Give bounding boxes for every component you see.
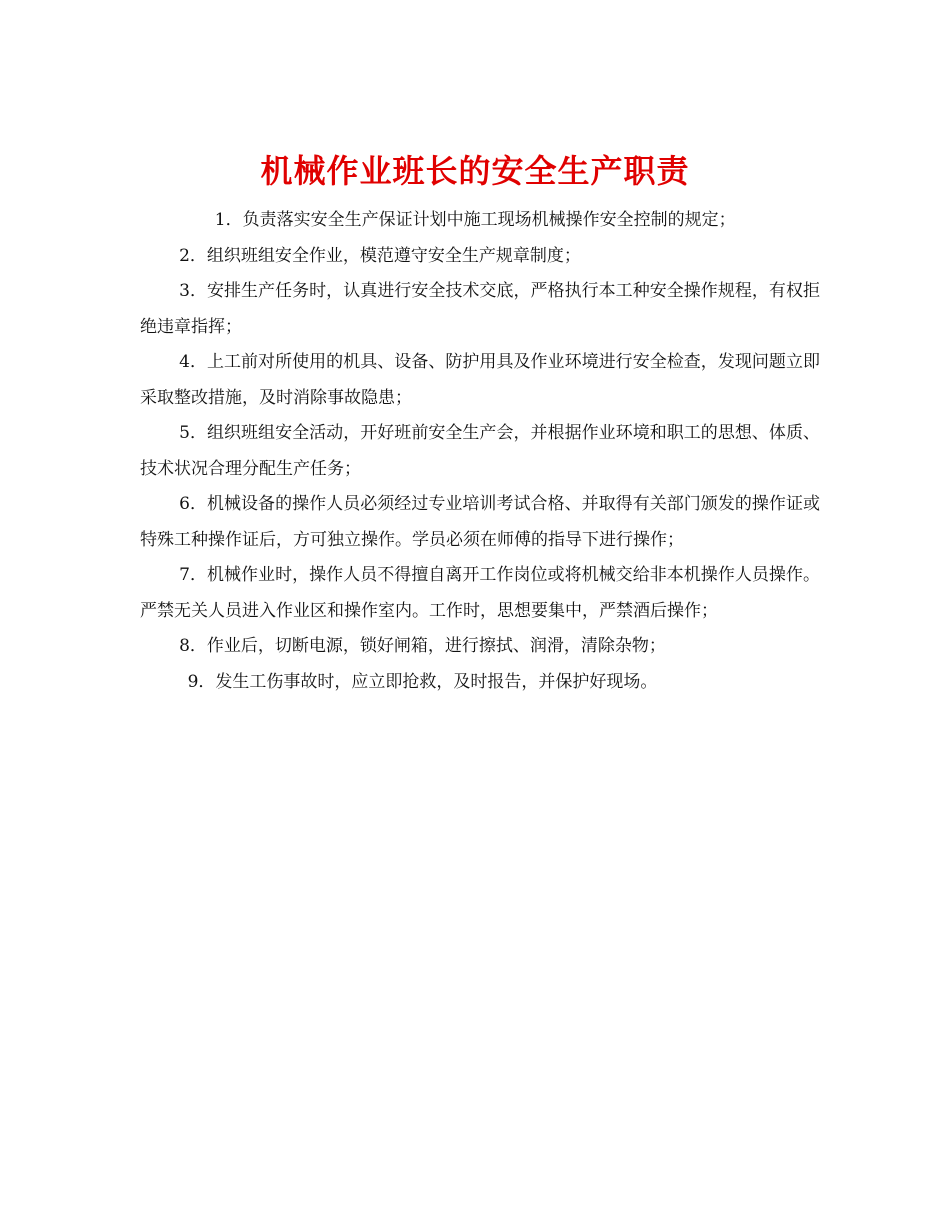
duty-item-9: 9．发生工伤事故时，应立即抢救，及时报告，并保护好现场。 bbox=[187, 671, 658, 692]
duty-item-1: 1．负责落实安全生产保证计划中施工现场机械操作安全控制的规定； bbox=[214, 210, 736, 230]
duty-item-3: 3．安排生产任务时，认真进行安全技术交底，严格执行本工种安全操作规程，有权拒绝违章指挥； bbox=[140, 281, 820, 337]
duty-item-7: 7．机械作业时，操作人员不得擅自离开工作岗位或将机械交给非本机操作人员操作。严禁无关人员进入作业区和操作室内。工作时，思想要集中，严禁酒后操作； bbox=[140, 565, 820, 621]
duty-item-8: 8．作业后，切断电源，锁好闸箱，进行擦拭、润滑，清除杂物； bbox=[179, 636, 666, 656]
duty-item-2: 2．组织班组安全作业，模范遵守安全生产规章制度； bbox=[179, 245, 581, 266]
document-body bbox=[140, 203, 820, 700]
duty-item-5: 5．组织班组安全活动，开好班前安全生产会，并根据作业环境和职工的思想、体质、技术状况合理分配生产任务； bbox=[140, 423, 820, 479]
document-title: 机械作业班长的安全生产职责 bbox=[260, 152, 690, 191]
duty-item-4: 4．上工前对所使用的机具、设备、防护用具及作业环境进行安全检查，发现问题立即采取整改措施，及时消除事故隐患； bbox=[140, 352, 820, 408]
duty-item-6: 6．机械设备的操作人员必须经过专业培训考试合格、并取得有关部门颁发的操作证或特殊工种操作证后，方可独立操作。学员必须在师傅的指导下进行操作； bbox=[140, 494, 820, 550]
